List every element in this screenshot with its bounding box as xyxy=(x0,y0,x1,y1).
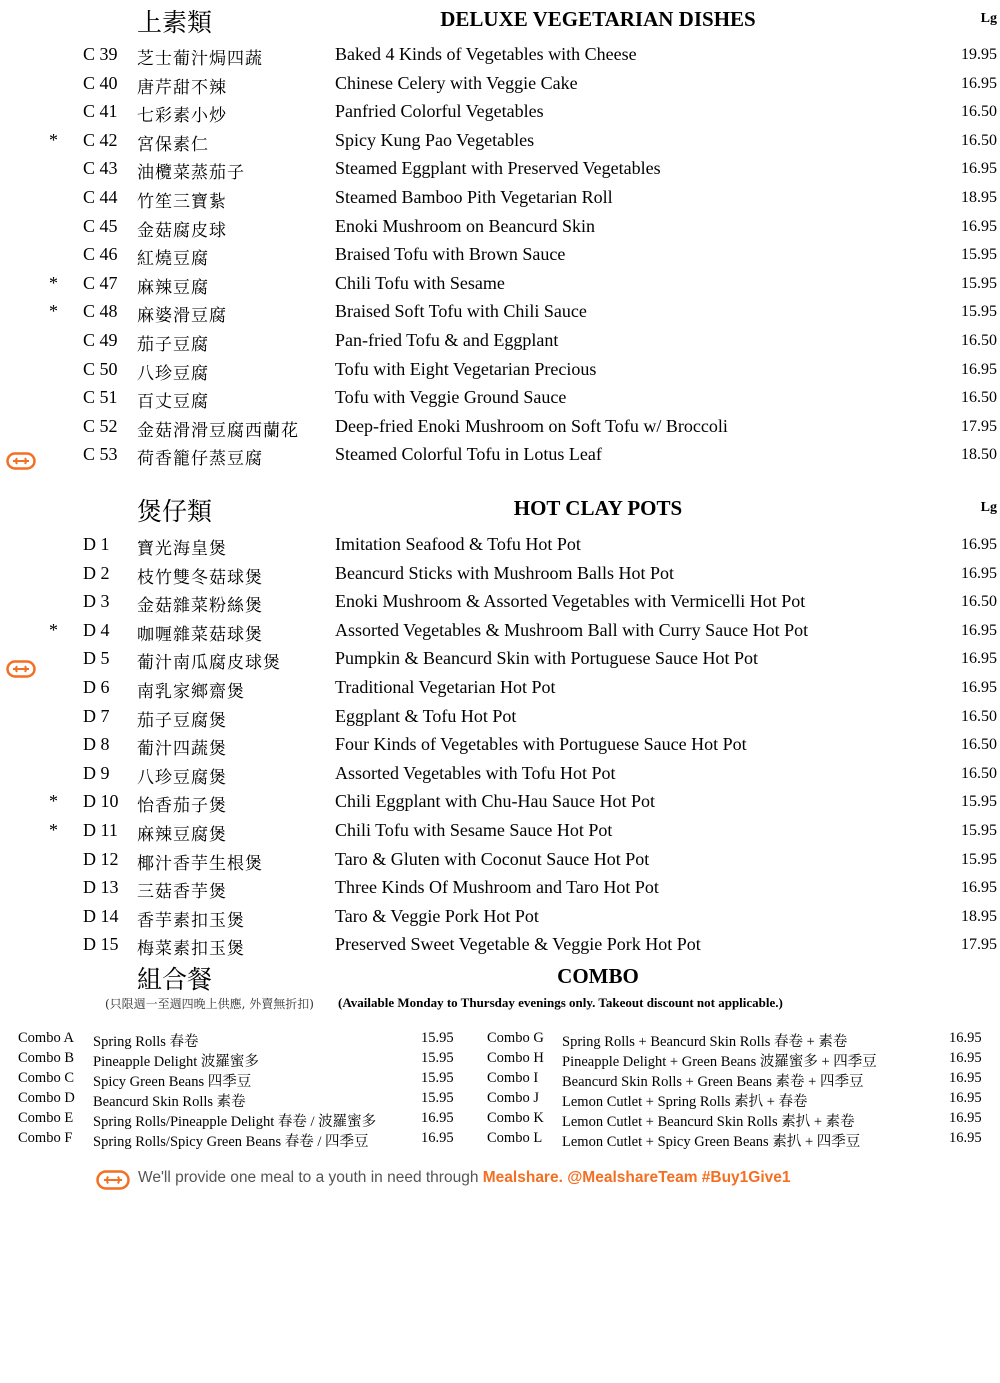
item-code: C 40 xyxy=(83,72,118,93)
menu-item xyxy=(0,214,1000,242)
footer-text xyxy=(138,1169,791,1187)
combo-price: 15.95 xyxy=(421,1090,454,1106)
combo-price: 15.95 xyxy=(421,1050,454,1066)
menu-item xyxy=(0,128,1000,156)
item-name-zh: 麻辣豆腐 xyxy=(137,277,209,298)
section-header-combo xyxy=(0,960,1000,994)
combo-description: Pineapple Delight 波羅蜜多 xyxy=(93,1054,259,1070)
menu-item xyxy=(0,932,1000,960)
item-price: 16.95 xyxy=(961,679,997,696)
item-price: 19.95 xyxy=(961,46,997,63)
menu-item xyxy=(0,646,1000,674)
spicy-marker: * xyxy=(49,129,58,150)
combo-item xyxy=(18,1070,498,1090)
section-title-en: DELUXE VEGETARIAN DISHES xyxy=(440,7,756,31)
item-price: 15.95 xyxy=(961,303,997,321)
item-name-zh: 紅燒豆腐 xyxy=(137,249,209,270)
item-code: C 44 xyxy=(83,187,118,207)
item-price: 16.95 xyxy=(961,879,997,897)
spicy-marker: * xyxy=(49,791,58,812)
section-title-zh: 煲仔類 xyxy=(137,497,213,526)
item-code: C 45 xyxy=(83,215,118,236)
item-name-en: Eggplant & Tofu Hot Pot xyxy=(335,705,517,726)
menu-item xyxy=(0,442,1000,470)
item-name-en: Assorted Vegetables & Mushroom Ball with Curry Sauce Hot Pot xyxy=(335,619,809,640)
item-name-en: Enoki Mushroom on Beancurd Skin xyxy=(335,215,595,236)
item-name-en: Assorted Vegetables with Tofu Hot Pot xyxy=(335,762,616,783)
item-name-en: Deep-fried Enoki Mushroom on Soft Tofu w/ Broccoli xyxy=(335,415,728,436)
combo-name: Combo I xyxy=(487,1070,539,1086)
item-name-zh: 七彩素小炒 xyxy=(137,106,227,127)
item-name-zh: 八珍豆腐煲 xyxy=(137,767,227,788)
combo-price: 16.95 xyxy=(949,1130,982,1146)
item-name-en: Pumpkin & Beancurd Skin with Portuguese Sauce Hot Pot xyxy=(335,648,758,669)
item-code: C 50 xyxy=(83,358,118,379)
menu-item xyxy=(0,185,1000,213)
item-price: 16.95 xyxy=(961,160,997,178)
menu-item xyxy=(0,589,1000,617)
menu-item xyxy=(0,761,1000,789)
item-name-en: Taro & Gluten with Coconut Sauce Hot Pot xyxy=(335,848,650,869)
combo-item xyxy=(487,1030,982,1050)
item-price: 16.95 xyxy=(961,536,997,553)
menu-item xyxy=(0,732,1000,760)
item-code: D 2 xyxy=(83,562,110,583)
item-name-zh: 怡香茄子煲 xyxy=(137,796,227,817)
item-name-en: Chili Eggplant with Chu-Hau Sauce Hot Pot xyxy=(335,791,655,812)
item-name-en: Panfried Colorful Vegetables xyxy=(335,101,544,122)
section-title-en: COMBO xyxy=(557,964,639,988)
item-name-en: Preserved Sweet Vegetable & Veggie Pork Hot Pot xyxy=(335,934,701,955)
combo-name: Combo D xyxy=(18,1090,75,1106)
combo-item xyxy=(487,1110,982,1130)
menu-item xyxy=(0,299,1000,327)
size-label: Lg xyxy=(980,11,997,26)
combo-name: Combo C xyxy=(18,1070,74,1086)
footer-message: We'll provide one meal to a youth in need through xyxy=(138,1169,483,1186)
item-code: C 46 xyxy=(83,244,118,265)
item-name-zh: 金菇雜菜粉絲煲 xyxy=(137,596,263,617)
item-price: 15.95 xyxy=(961,793,997,811)
item-code: C 48 xyxy=(83,301,118,322)
combo-description: Spring Rolls + Beancurd Skin Rolls 春卷 + 素卷 xyxy=(562,1034,848,1050)
item-name-en: Taro & Veggie Pork Hot Pot xyxy=(335,905,539,926)
section-header-deluxe xyxy=(0,3,1000,37)
combo-item xyxy=(487,1070,982,1090)
combo-item xyxy=(18,1130,498,1150)
section-title-zh: 上素類 xyxy=(137,8,213,37)
item-price: 18.95 xyxy=(961,189,997,206)
item-name-zh: 葡汁南瓜腐皮球煲 xyxy=(137,653,281,674)
combo-price: 15.95 xyxy=(421,1070,454,1086)
item-name-zh: 金菇滑滑豆腐西蘭花 xyxy=(137,420,299,441)
combo-name: Combo A xyxy=(18,1030,74,1046)
menu-item xyxy=(0,99,1000,127)
item-name-zh: 椰汁香芋生根煲 xyxy=(137,853,263,874)
item-name-zh: 梅菜素扣玉煲 xyxy=(137,939,245,960)
spicy-marker: * xyxy=(49,619,58,640)
item-name-zh: 芝士葡汁焗四蔬 xyxy=(137,49,263,69)
combo-description: Spring Rolls/Spicy Green Beans 春卷 / 四季豆 xyxy=(93,1134,369,1150)
combo-description: Spring Rolls/Pineapple Delight 春卷 / 波羅蜜多 xyxy=(93,1114,377,1130)
combo-note-en: (Available Monday to Thursday evenings only. Takeout discount not applicable.) xyxy=(338,995,783,1010)
item-name-en: Steamed Eggplant with Preserved Vegetables xyxy=(335,158,661,179)
combo-note xyxy=(0,995,1000,1015)
item-name-zh: 荷香籠仔蒸豆腐 xyxy=(137,449,263,470)
item-name-zh: 枝竹雙冬菇球煲 xyxy=(137,567,263,588)
size-label: Lg xyxy=(980,500,997,515)
combo-note-zh: (只限週一至週四晚上供應, 外賣無折扣) xyxy=(105,997,314,1011)
item-name-zh: 百丈豆腐 xyxy=(137,392,209,413)
item-price: 16.50 xyxy=(961,131,997,149)
combo-price: 16.95 xyxy=(949,1070,982,1086)
item-price: 16.50 xyxy=(961,389,997,407)
item-name-zh: 唐芹甜不辣 xyxy=(137,77,227,98)
combo-description: Lemon Cutlet + Spicy Green Beans 素扒 + 四季豆 xyxy=(562,1134,861,1150)
combo-price: 16.95 xyxy=(949,1110,982,1126)
item-price: 15.95 xyxy=(961,246,997,264)
item-price: 16.95 xyxy=(961,360,997,378)
footer-brand-link[interactable]: Mealshare. @MealshareTeam #Buy1Give1 xyxy=(482,1169,791,1186)
item-price: 16.50 xyxy=(961,736,997,754)
item-code: D 13 xyxy=(83,877,119,898)
item-code: D 1 xyxy=(83,534,110,554)
menu-item xyxy=(0,875,1000,903)
item-code: C 41 xyxy=(83,101,118,122)
menu-item xyxy=(0,561,1000,589)
item-name-en: Pan-fried Tofu & and Eggplant xyxy=(335,330,559,350)
spicy-marker: * xyxy=(49,272,58,293)
combo-item xyxy=(487,1090,982,1110)
section-header-claypot xyxy=(0,492,1000,526)
mealshare-logo-icon xyxy=(6,660,36,678)
item-price: 15.95 xyxy=(961,274,997,292)
combo-description: Lemon Cutlet + Beancurd Skin Rolls 素扒 + 素卷 xyxy=(562,1114,855,1130)
menu-item xyxy=(0,42,1000,70)
item-price: 17.95 xyxy=(961,417,997,435)
item-price: 16.50 xyxy=(961,707,997,725)
combo-item xyxy=(18,1110,498,1130)
combo-name: Combo L xyxy=(487,1130,543,1146)
combo-price: 16.95 xyxy=(421,1110,454,1126)
combo-item xyxy=(18,1090,498,1110)
combo-price: 16.95 xyxy=(421,1130,454,1146)
menu-item xyxy=(0,904,1000,932)
combo-name: Combo G xyxy=(487,1030,544,1046)
combo-name: Combo J xyxy=(487,1090,539,1106)
section-title-zh: 組合餐 xyxy=(137,965,213,994)
item-price: 16.95 xyxy=(961,74,997,92)
item-name-zh: 金菇腐皮球 xyxy=(137,220,227,241)
item-name-zh: 竹笙三寶紥 xyxy=(137,192,227,212)
item-code: D 12 xyxy=(83,848,119,869)
item-name-en: Three Kinds Of Mushroom and Taro Hot Pot xyxy=(335,877,659,898)
item-code: D 3 xyxy=(83,591,110,612)
item-price: 18.95 xyxy=(961,907,997,925)
combo-price: 16.95 xyxy=(949,1090,982,1106)
item-name-zh: 南乳家鄉齋煲 xyxy=(137,682,245,702)
combo-description: Beancurd Skin Rolls + Green Beans 素卷 + 四季豆 xyxy=(562,1074,864,1090)
item-name-zh: 咖喱雜菜菇球煲 xyxy=(137,624,263,645)
item-code: D 4 xyxy=(83,619,110,640)
menu-item xyxy=(0,242,1000,270)
combo-description: Pineapple Delight + Green Beans 波羅蜜多 + 四季豆 xyxy=(562,1054,877,1070)
item-name-en: Steamed Colorful Tofu in Lotus Leaf xyxy=(335,444,602,465)
item-code: C 39 xyxy=(83,44,118,64)
item-code: D 5 xyxy=(83,648,110,669)
item-name-en: Steamed Bamboo Pith Vegetarian Roll xyxy=(335,187,613,207)
combo-item xyxy=(18,1050,498,1070)
item-name-zh: 葡汁四蔬煲 xyxy=(137,739,227,760)
item-name-en: Braised Tofu with Brown Sauce xyxy=(335,244,566,265)
item-price: 16.95 xyxy=(961,650,997,668)
menu-item xyxy=(0,357,1000,385)
item-price: 16.95 xyxy=(961,621,997,639)
item-name-zh: 三菇香芋煲 xyxy=(137,882,227,903)
menu-item xyxy=(0,156,1000,184)
combo-price: 15.95 xyxy=(421,1030,454,1046)
combo-item xyxy=(487,1050,982,1070)
item-price: 16.50 xyxy=(961,103,997,121)
item-name-en: Chili Tofu with Sesame xyxy=(335,272,505,293)
menu-item xyxy=(0,328,1000,356)
item-name-en: Tofu with Eight Vegetarian Precious xyxy=(335,358,597,379)
combo-price: 16.95 xyxy=(949,1050,982,1066)
item-name-en: Traditional Vegetarian Hot Pot xyxy=(335,677,556,697)
item-name-zh: 茄子豆腐 xyxy=(137,335,209,355)
item-code: D 6 xyxy=(83,677,110,697)
combo-description: Beancurd Skin Rolls 素卷 xyxy=(93,1094,246,1110)
item-name-en: Chili Tofu with Sesame Sauce Hot Pot xyxy=(335,820,613,840)
menu-item xyxy=(0,675,1000,703)
item-name-en: Baked 4 Kinds of Vegetables with Cheese xyxy=(335,44,637,64)
mealshare-logo-icon xyxy=(96,1170,130,1190)
combo-name: Combo F xyxy=(18,1130,73,1146)
menu-item xyxy=(0,414,1000,442)
combo-name: Combo B xyxy=(18,1050,74,1066)
menu-item xyxy=(0,847,1000,875)
item-code: D 14 xyxy=(83,905,119,926)
item-name-en: Braised Soft Tofu with Chili Sauce xyxy=(335,301,587,322)
mealshare-footer xyxy=(96,1168,916,1192)
item-name-en: Beancurd Sticks with Mushroom Balls Hot Pot xyxy=(335,562,674,583)
item-code: C 42 xyxy=(83,129,118,150)
item-name-zh: 香芋素扣玉煲 xyxy=(137,910,245,931)
combo-name: Combo K xyxy=(487,1110,544,1126)
menu-item xyxy=(0,704,1000,732)
item-name-en: Chinese Celery with Veggie Cake xyxy=(335,72,578,93)
item-price: 15.95 xyxy=(961,822,997,839)
menu-item xyxy=(0,71,1000,99)
spicy-marker: * xyxy=(49,820,58,840)
item-price: 16.50 xyxy=(961,593,997,611)
item-name-en: Tofu with Veggie Ground Sauce xyxy=(335,387,567,408)
item-name-zh: 油欖菜蒸茄子 xyxy=(137,163,245,184)
item-code: D 15 xyxy=(83,934,119,955)
menu-item xyxy=(0,532,1000,560)
mealshare-logo-icon xyxy=(6,452,36,470)
item-name-zh: 八珍豆腐 xyxy=(137,363,209,384)
item-price: 16.50 xyxy=(961,764,997,782)
item-price: 16.50 xyxy=(961,332,997,349)
item-code: C 51 xyxy=(83,387,118,408)
item-code: D 8 xyxy=(83,734,110,755)
item-price: 16.95 xyxy=(961,564,997,582)
item-code: C 43 xyxy=(83,158,118,179)
item-name-zh: 麻辣豆腐煲 xyxy=(137,825,227,845)
combo-item xyxy=(18,1030,498,1050)
item-price: 15.95 xyxy=(961,850,997,868)
menu-item xyxy=(0,789,1000,817)
item-code: C 53 xyxy=(83,444,118,465)
item-name-zh: 麻婆滑豆腐 xyxy=(137,306,227,327)
item-code: D 10 xyxy=(83,791,119,812)
item-code: C 49 xyxy=(83,330,118,350)
item-name-zh: 茄子豆腐煲 xyxy=(137,710,227,731)
item-code: C 47 xyxy=(83,272,118,293)
item-name-en: Four Kinds of Vegetables with Portuguese Sauce Hot Pot xyxy=(335,734,747,755)
item-name-en: Spicy Kung Pao Vegetables xyxy=(335,129,535,150)
item-name-en: Enoki Mushroom & Assorted Vegetables with Vermicelli Hot Pot xyxy=(335,591,806,612)
menu-item xyxy=(0,618,1000,646)
item-name-en: Imitation Seafood & Tofu Hot Pot xyxy=(335,534,581,554)
combo-description: Spring Rolls 春卷 xyxy=(93,1034,199,1050)
item-code: D 7 xyxy=(83,705,110,726)
item-price: 16.95 xyxy=(961,217,997,235)
combo-description: Lemon Cutlet + Spring Rolls 素扒 + 春卷 xyxy=(562,1094,808,1110)
menu-item xyxy=(0,271,1000,299)
spicy-marker: * xyxy=(49,301,58,322)
section-title-en: HOT CLAY POTS xyxy=(513,496,683,520)
item-price: 17.95 xyxy=(961,936,997,954)
item-price: 18.50 xyxy=(961,446,997,464)
item-name-zh: 宮保素仁 xyxy=(137,134,209,155)
combo-name: Combo H xyxy=(487,1050,544,1066)
menu-item xyxy=(0,385,1000,413)
menu-item xyxy=(0,818,1000,846)
combo-item xyxy=(487,1130,982,1150)
item-code: D 9 xyxy=(83,762,110,783)
item-code: D 11 xyxy=(83,820,118,840)
item-code: C 52 xyxy=(83,415,118,436)
combo-description: Spicy Green Beans 四季豆 xyxy=(93,1074,252,1090)
combo-name: Combo E xyxy=(18,1110,74,1126)
combo-price: 16.95 xyxy=(949,1030,982,1046)
item-name-zh: 寶光海皇煲 xyxy=(137,539,227,559)
